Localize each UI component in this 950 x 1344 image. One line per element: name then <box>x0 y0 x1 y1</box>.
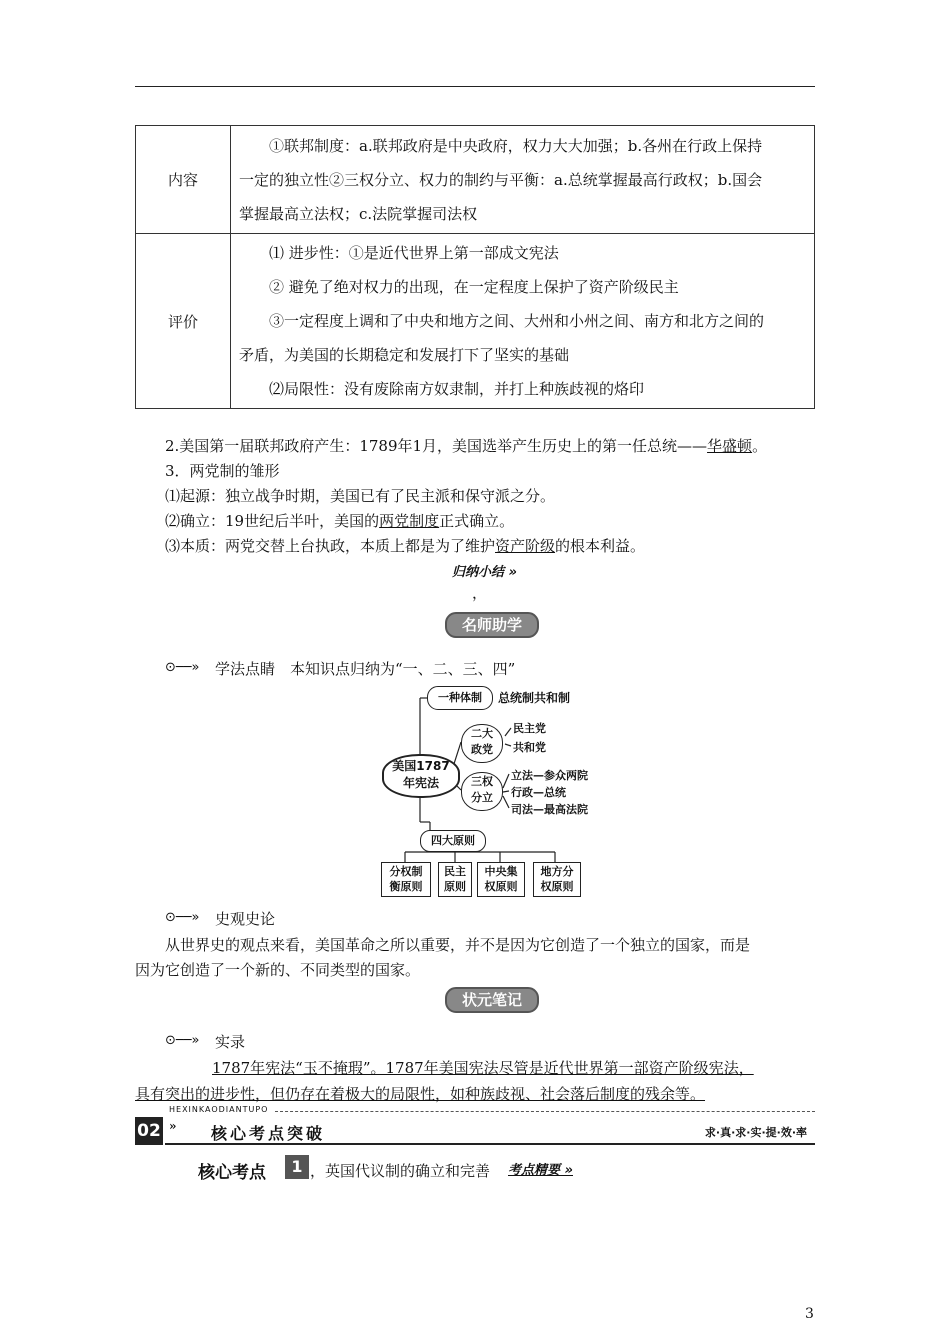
node-three <box>461 772 503 811</box>
shiguan-title: 史观史论 <box>215 910 276 928</box>
row-label: 评价 <box>136 234 231 409</box>
shiguan-line: 因为它创造了一个新的、不同类型的国家。 <box>135 961 421 979</box>
row-content <box>231 234 815 409</box>
kaodian-label: 核心考点 <box>198 1163 266 1183</box>
node-line: 三权 <box>471 775 493 788</box>
section-header <box>135 1105 815 1145</box>
table-row <box>136 234 815 409</box>
node-line: 中央集 <box>484 865 518 878</box>
text-line: 矛盾，为美国的长期稳定和发展打下了坚实的基础 <box>239 346 570 364</box>
kaodian-number: 1 <box>285 1155 309 1179</box>
text-line: ② 避免了绝对权力的出现，在一定程度上保护了资产阶级民主 <box>269 278 679 296</box>
node-line: 分权制 <box>389 865 423 878</box>
text: ⑵确立：19世纪后半叶，美国的 <box>165 512 380 530</box>
banner-zhuangyuan: 状元笔记 <box>445 987 539 1013</box>
xuefa-line: 学法点睛 本知识点归纳为“一、二、三、四” <box>215 660 516 678</box>
row-content <box>231 126 815 234</box>
key-term: 华盛顿 <box>707 437 753 455</box>
node-line: 权原则 <box>484 880 518 893</box>
center-line: 年宪法 <box>402 776 439 790</box>
node-line: 衡原则 <box>389 880 423 893</box>
chevron-icon: » <box>169 1119 177 1133</box>
item-3-establish <box>165 510 514 531</box>
node-two <box>461 724 503 763</box>
party-item: 民主党 <box>513 722 546 735</box>
kaodian-tag: 考点精要 » <box>508 1163 573 1178</box>
page-number: 3 <box>805 1306 814 1322</box>
text-line: ①联邦制度：a.联邦政府是中央政府，权力大大加强；b.各州在行政上保持 <box>269 136 763 155</box>
node-line: 民主 <box>444 865 466 878</box>
kaodian-tag-label: 考点精要 <box>508 1163 561 1178</box>
text-line: ⑴ 进步性：①是近代世界上第一部成文宪法 <box>269 244 559 262</box>
node-line: 地方分 <box>540 865 574 878</box>
summary-tag: 归纳小结 » <box>452 565 517 580</box>
principle-box <box>381 862 431 897</box>
principle-box <box>533 862 581 897</box>
center-node <box>382 754 460 798</box>
bullet-icon: ⊙──» <box>165 910 200 925</box>
section-pinyin: HEXINKAODIANTUPO <box>169 1105 269 1114</box>
node-four: 四大原则 <box>420 830 486 852</box>
item-3-title: 3．两党制的雏形 <box>165 462 280 480</box>
connector <box>505 744 511 746</box>
power-item: 行政—总统 <box>511 786 566 799</box>
text-line: ⑵局限性：没有废除南方奴隶制，并打上种族歧视的烙印 <box>269 380 645 398</box>
text-line: 掌握最高立法权；c.法院掌握司法权 <box>239 204 478 223</box>
row-label: 内容 <box>136 126 231 234</box>
item-3-essence <box>165 535 645 556</box>
dashed-rule <box>275 1111 815 1112</box>
section-motto: 求·真·求·实·提·效·率 <box>704 1126 807 1139</box>
connector <box>503 774 509 788</box>
text: 。 <box>752 437 768 455</box>
node-line: 二大 <box>471 727 493 740</box>
header-rule <box>135 86 815 87</box>
key-term: 资产阶级 <box>495 537 556 555</box>
section-title: 核心考点突破 <box>211 1124 326 1143</box>
section-rule <box>165 1143 815 1145</box>
node-one: 一种体制 <box>427 686 493 710</box>
text: 的根本利益。 <box>555 537 646 555</box>
shilu-line: 1787年宪法“玉不掩瑕”。1787年美国宪法尽管是近代世界第一部资产阶级宪法， <box>212 1059 754 1077</box>
shiguan-line: 从世界史的观点来看，美国革命之所以重要，并不是因为它创造了一个独立的国家，而是 <box>165 936 751 954</box>
connector <box>503 796 509 808</box>
text: ⑶本质：两党交替上台执政，本质上都是为了维护 <box>165 537 496 555</box>
kaodian-text: ，英国代议制的确立和完善 <box>310 1162 491 1180</box>
connector <box>503 791 509 792</box>
item-3-origin: ⑴起源：独立战争时期，美国已有了民主派和保守派之分。 <box>165 487 556 505</box>
bullet-icon: ⊙──» <box>165 1033 200 1048</box>
power-item: 立法—参众两院 <box>511 769 588 782</box>
connector <box>505 728 511 736</box>
node-line: 分立 <box>471 791 493 804</box>
key-term: 两党制度 <box>379 512 440 530</box>
banner-mingshi: 名师助学 <box>445 612 539 638</box>
principle-box <box>438 862 472 897</box>
center-line: 美国1787 <box>392 759 450 773</box>
bullet-icon: ⊙──» <box>165 660 200 675</box>
shilu-line: 具有突出的进步性，但仍存在着极大的局限性，如种族歧视、社会落后制度的残余等。 <box>135 1085 706 1103</box>
text-line: ③一定程度上调和了中央和地方之间、大州和小州之间、南方和北方之间的 <box>269 312 765 330</box>
principle-box <box>477 862 525 897</box>
text: 正式确立。 <box>439 512 515 530</box>
shilu-title: 实录 <box>215 1033 246 1051</box>
text-line: 一定的独立性②三权分立、权力的制约与平衡：a.总统掌握最高行政权；b.国会 <box>239 170 763 189</box>
node-line: 政党 <box>471 743 493 756</box>
node-line: 权原则 <box>540 880 574 893</box>
node-line: 原则 <box>444 880 466 893</box>
text: 2.美国第一届联邦政府产生：1789年1月，美国选举产生历史上的第一任总统—— <box>165 437 708 455</box>
table-row <box>136 126 815 234</box>
summary-tag-label: 归纳小结 <box>452 565 505 580</box>
stray-comma: ， <box>472 584 488 602</box>
section-number: 02 <box>135 1117 163 1145</box>
node-one-text: 总统制共和制 <box>498 691 571 705</box>
item-2 <box>165 435 767 456</box>
content-table <box>135 125 815 409</box>
power-item: 司法—最高法院 <box>511 803 588 816</box>
party-item: 共和党 <box>513 741 546 754</box>
